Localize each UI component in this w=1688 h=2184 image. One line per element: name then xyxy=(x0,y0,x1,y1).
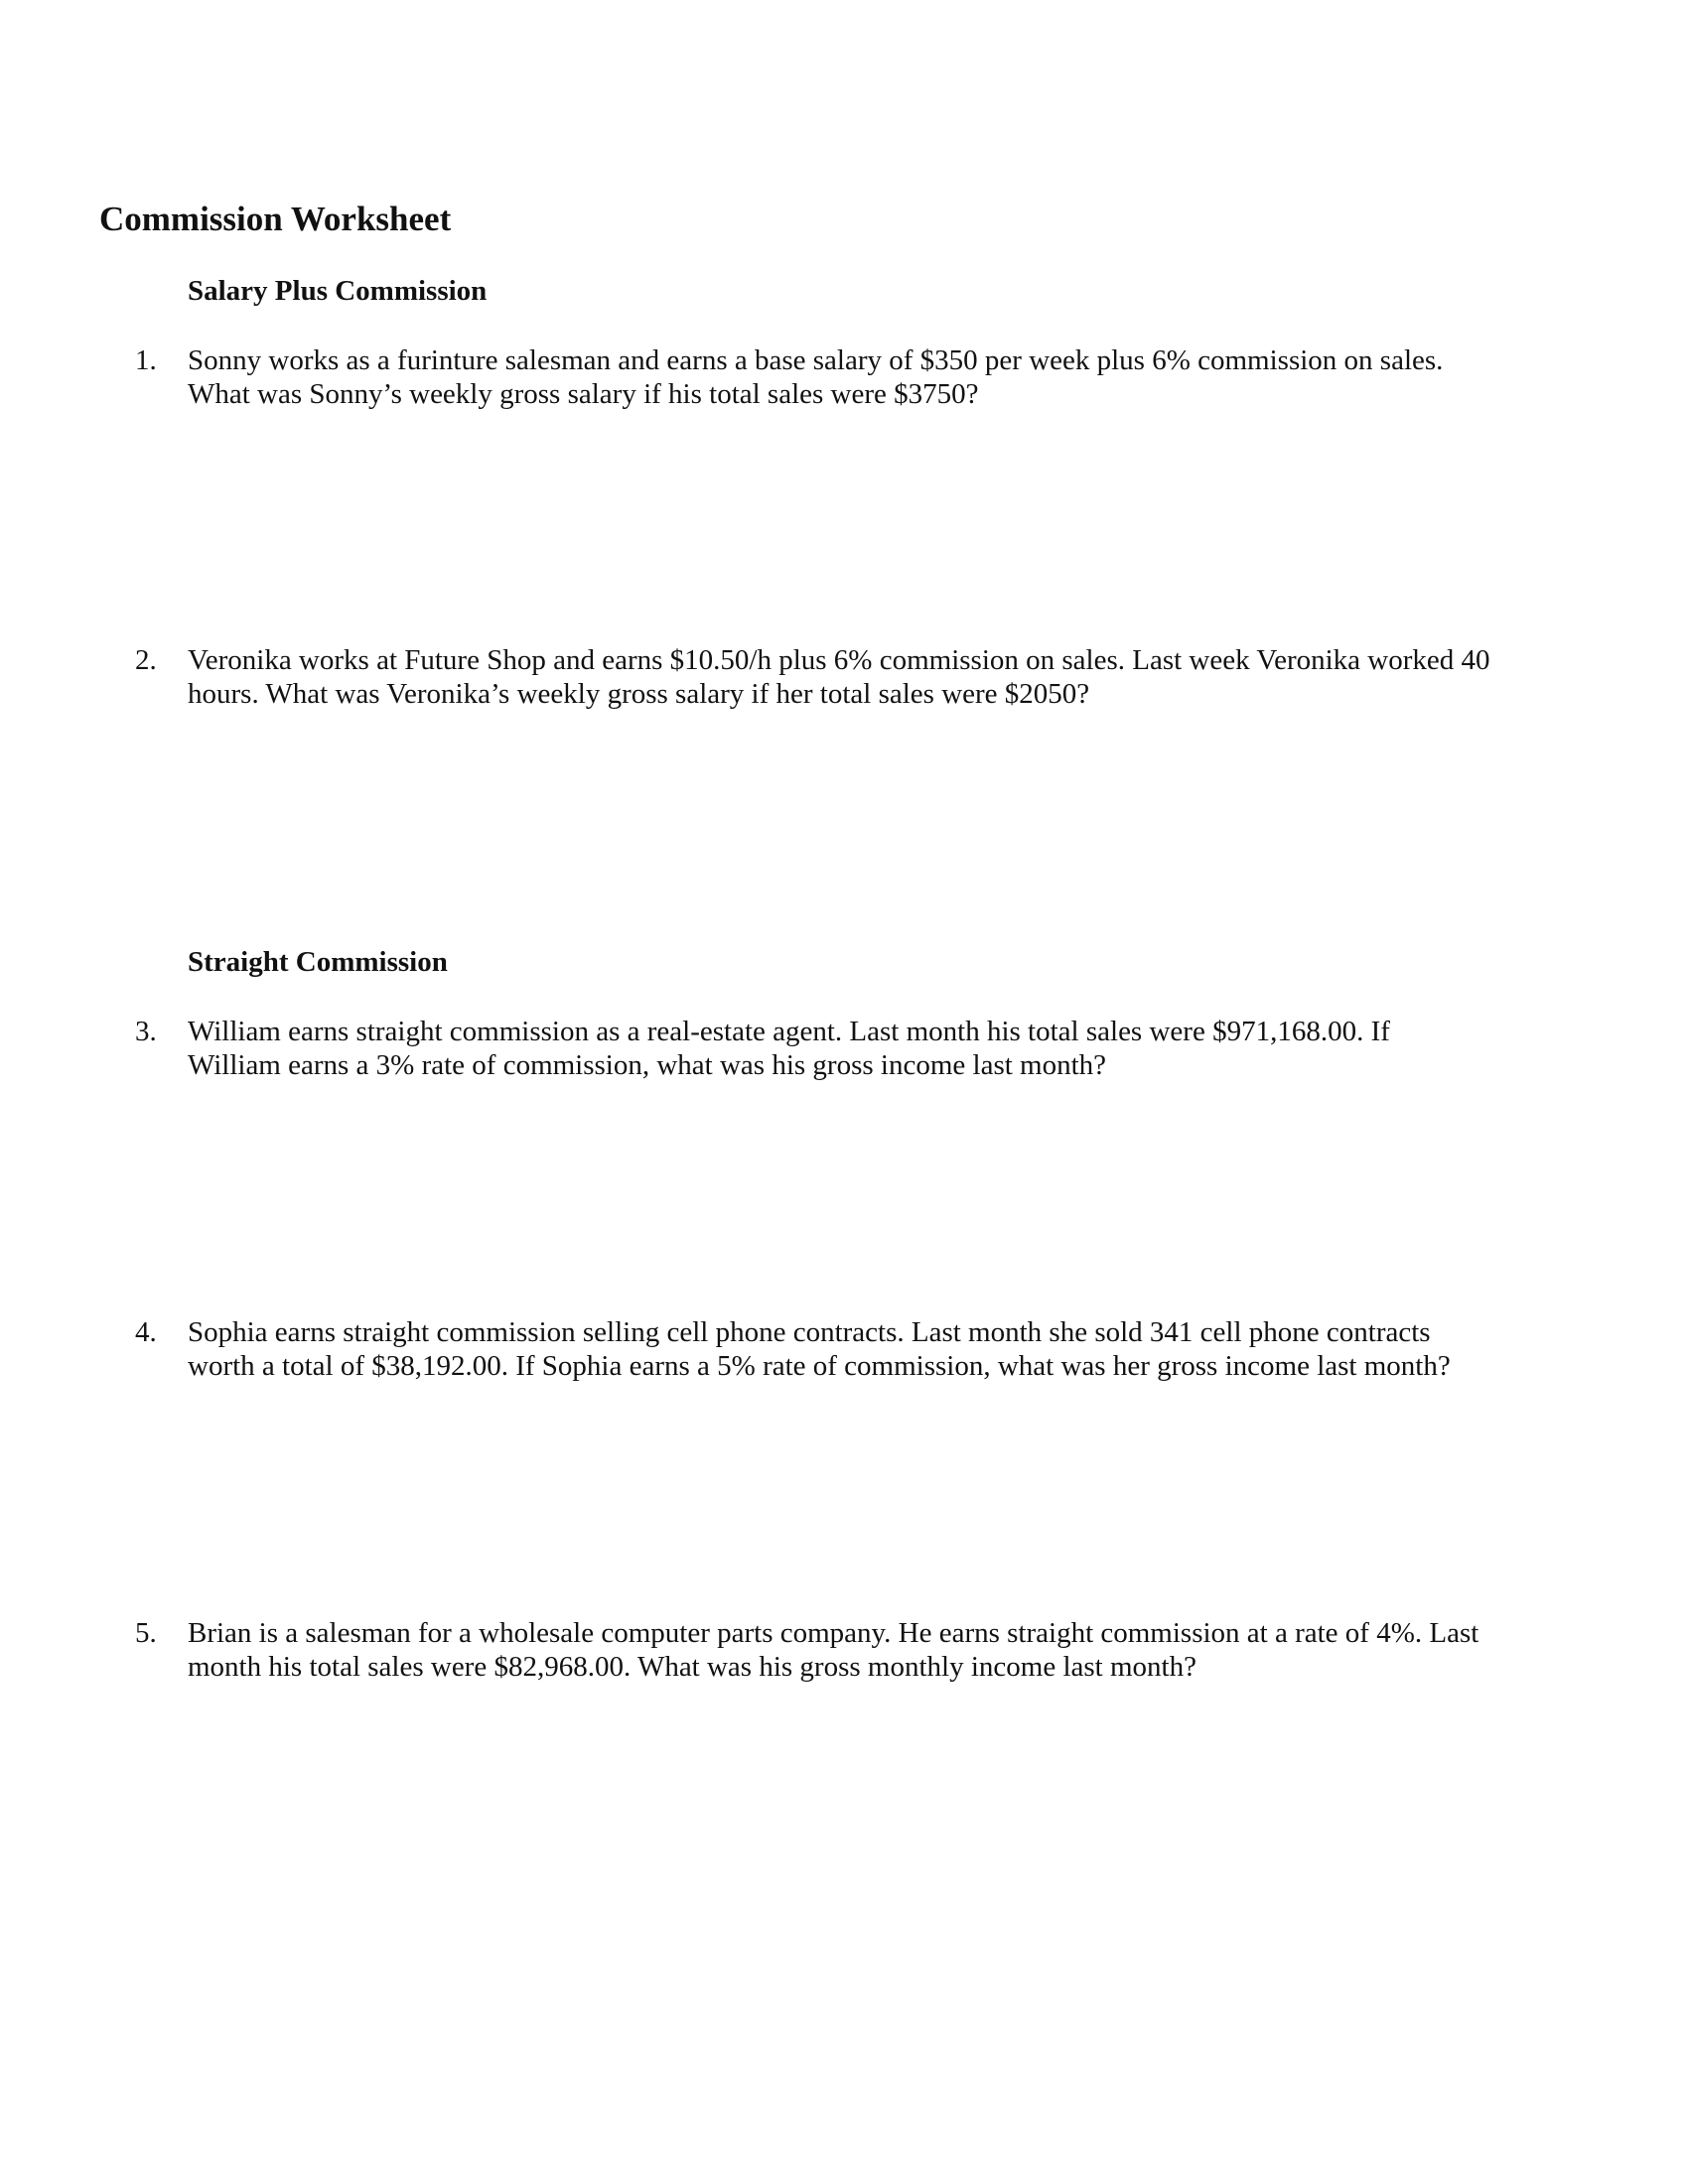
question-number: 5. xyxy=(135,1617,157,1649)
question-line: William earns straight commission as a real-estate agent. Last month his total sales were $971,168.00. If xyxy=(188,1016,1390,1047)
question-line: What was Sonny’s weekly gross salary if his total sales were $3750? xyxy=(188,378,979,410)
page-title: Commission Worksheet xyxy=(99,200,452,238)
question-text xyxy=(188,1315,1608,1383)
question-number: 4. xyxy=(135,1316,157,1348)
question-1 xyxy=(135,343,1585,411)
question-text xyxy=(188,1616,1608,1684)
question-number: 1. xyxy=(135,344,157,376)
question-4 xyxy=(135,1315,1585,1383)
question-line: William earns a 3% rate of commission, what was his gross income last month? xyxy=(188,1049,1107,1081)
question-3 xyxy=(135,1015,1585,1082)
question-line: month his total sales were $82,968.00. What was his gross monthly income last month? xyxy=(188,1651,1196,1683)
question-number: 3. xyxy=(135,1016,157,1047)
question-text xyxy=(188,1015,1608,1082)
question-line: Brian is a salesman for a wholesale computer parts company. He earns straight commission at a rate of 4%. Last xyxy=(188,1617,1479,1649)
section-heading-straight-commission: Straight Commission xyxy=(188,946,448,978)
question-line: hours. What was Veronika’s weekly gross salary if her total sales were $2050? xyxy=(188,678,1090,710)
question-number: 2. xyxy=(135,644,157,676)
question-5 xyxy=(135,1616,1585,1684)
question-line: Sophia earns straight commission selling cell phone contracts. Last month she sold 341 cell phone contracts xyxy=(188,1316,1431,1348)
question-line: worth a total of $38,192.00. If Sophia earns a 5% rate of commission, what was her gross income last month? xyxy=(188,1350,1451,1382)
question-text xyxy=(188,643,1608,711)
question-line: Sonny works as a furinture salesman and earns a base salary of $350 per week plus 6% commission on sales. xyxy=(188,344,1444,376)
question-2 xyxy=(135,643,1585,711)
section-heading-salary-plus-commission: Salary Plus Commission xyxy=(188,275,488,307)
question-line: Veronika works at Future Shop and earns $10.50/h plus 6% commission on sales. Last week Veronika worked 40 xyxy=(188,644,1490,676)
question-text xyxy=(188,343,1608,411)
